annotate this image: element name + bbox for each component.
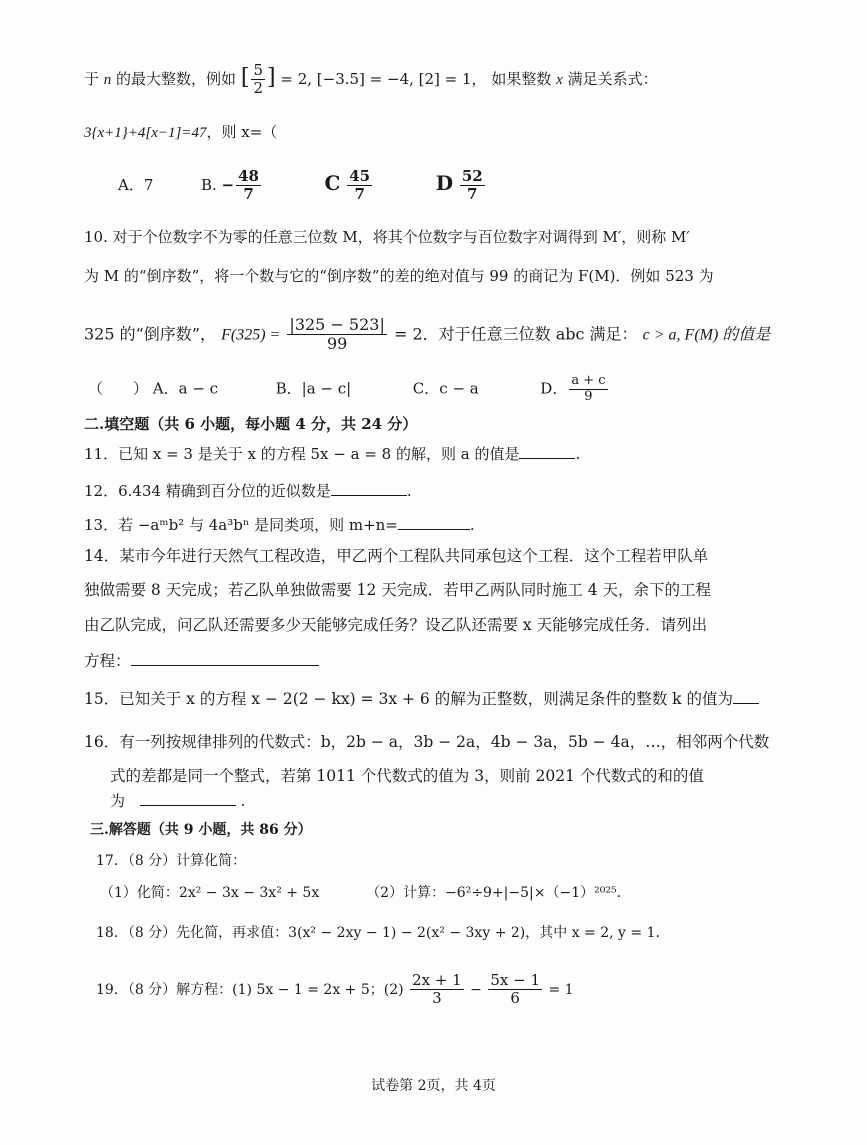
q13: 13．若 −aᵐb² 与 4a³bⁿ 是同类项，则 m+n= . — [84, 516, 475, 534]
frac-num: 5 — [253, 61, 263, 79]
q10-line-2: 为 M 的“倒序数”，将一个数与它的“倒序数”的差的绝对值与 99 的商记为 F(M)．例如 523 为 — [84, 267, 714, 285]
frac-num: 45 — [349, 167, 371, 185]
line-2 — [84, 123, 277, 142]
question-text: 方程： — [84, 652, 131, 670]
answer-blank[interactable] — [131, 664, 319, 666]
option-a: A．7 — [118, 175, 154, 194]
frac-den: 7 — [354, 185, 365, 204]
q17-parts — [100, 885, 631, 902]
answer-blank[interactable] — [398, 528, 470, 530]
frac-den: 6 — [510, 989, 520, 1008]
var-n: n — [103, 71, 112, 88]
frac-num: 48 — [238, 167, 259, 185]
bracket-example: [ — [240, 64, 250, 90]
answer-paren: （ ） — [88, 379, 149, 398]
text: 的最大整数，例如 — [111, 69, 237, 88]
question-text: 19．（8 分）解方程：(1) 5x − 1 = 2x + 5；(2) — [96, 981, 404, 998]
question-text: 11．已知 x = 3 是关于 x 的方程 5x − a = 8 的解，则 a 的值是 — [84, 445, 520, 463]
frac-den: 2 — [253, 79, 263, 98]
fraction — [287, 316, 386, 354]
frac-num: |325 − 523| — [289, 315, 385, 334]
option-b-fraction — [236, 168, 261, 204]
frac-den: 99 — [326, 334, 348, 354]
q16-line-2: 式的差都是同一个整式，若第 1011 个代数式的值为 3，则前 2021 个代数式的和的值 — [110, 767, 704, 785]
q16-line-1: 16．有一列按规律排列的代数式：b，2b − a，3b − 2a，4b − 3a，5b − 4a，…，相邻两个代数 — [84, 733, 770, 751]
text: 于 — [84, 69, 104, 88]
q10-line-3 — [84, 316, 770, 354]
condition: c > a, F(M) 的值是 — [642, 326, 771, 344]
q17-part-2: （2）计算：−6²÷9+|−5|×（−1）²⁰²⁵． — [366, 885, 631, 901]
text: = 2, [−3.5] = −4, [2] = 1， — [280, 69, 487, 88]
question-text: 为 — [110, 792, 126, 810]
answer-blank[interactable] — [331, 494, 407, 496]
text: = 2．对于任意三位数 abc 满足： — [393, 324, 638, 344]
q14-line-3: 由乙队完成，问乙队还需要多少天能够完成任务？设乙队还需要 x 天能够完成任务．请列出 — [84, 616, 708, 634]
page-footer: 试卷第 2页，共 4页 — [371, 1078, 496, 1094]
question-text: 15．已知关于 x 的方程 x − 2(2 − kx) = 3x + 6 的解为正整数，则满足条件的整数 k 的值为 — [84, 690, 733, 708]
option-d-label: D． — [540, 379, 568, 398]
option-b: B．|a − c| — [275, 379, 352, 398]
frac-den: 3 — [432, 989, 442, 1008]
answer-blank[interactable] — [733, 702, 759, 704]
frac-den: 9 — [584, 388, 593, 404]
var-x: x — [556, 71, 563, 88]
text: 满足关系式： — [562, 69, 658, 88]
q14-line-1: 14．某市今年进行天然气工程改造，甲乙两个工程队共同承包这个工程．这个工程若甲队单 — [84, 547, 709, 565]
q10-options — [88, 374, 610, 405]
q9-options — [118, 168, 487, 204]
fraction-2 — [488, 972, 542, 1008]
section-3-heading: 三.解答题（共 9 小题，共 86 分） — [90, 822, 312, 838]
frac-num: 5x − 1 — [490, 971, 541, 989]
q14-line-2: 独做需要 8 天完成；若乙队单独做需要 12 天完成．若甲乙两队同时施工 4 天，余下的工程 — [84, 581, 712, 599]
minus-sign: − — [470, 981, 482, 998]
line-1 — [84, 62, 658, 98]
equation: 3{x+1}+4[x−1]=47 — [84, 125, 207, 141]
equals-one: = 1 — [548, 981, 574, 998]
frac-num: a + c — [571, 373, 606, 388]
option-b-label: B. — [200, 175, 217, 194]
q16-line-3: 为 . — [110, 792, 246, 810]
q12: 12．6.434 精确到百分位的近似数是 . — [84, 482, 412, 500]
q15 — [84, 690, 759, 709]
frac-den: 7 — [243, 185, 254, 204]
option-d-fraction — [569, 374, 607, 405]
minus-sign: − — [221, 175, 235, 194]
q11: 11．已知 x = 3 是关于 x 的方程 5x − a = 8 的解，则 a 的值是 . — [84, 445, 581, 463]
question-text: 13．若 −aᵐb² 与 4a³bⁿ 是同类项，则 m+n= — [84, 516, 398, 534]
frac-num: 2x + 1 — [412, 971, 462, 989]
f-325: F(325) = — [221, 326, 281, 344]
section-2-heading: 二.填空题（共 6 小题，每小题 4 分，共 24 分） — [84, 415, 418, 433]
answer-blank[interactable] — [519, 457, 575, 459]
bracket-close: ] — [266, 64, 276, 90]
option-d-label: D — [435, 170, 454, 195]
option-c-fraction — [347, 168, 372, 204]
answer-blank[interactable] — [140, 804, 236, 806]
option-c: C．c − a — [412, 379, 479, 398]
q17: 17．（8 分）计算化简： — [96, 853, 247, 869]
q17-part-1: （1）化简：2x² − 3x − 3x² + 5x — [100, 885, 320, 901]
text: 如果整数 — [491, 69, 557, 88]
text: ，则 x=（ — [206, 123, 278, 141]
fraction — [251, 62, 265, 98]
frac-num: 52 — [461, 167, 483, 185]
q14-line-4 — [84, 652, 319, 671]
option-c-label: C — [324, 170, 341, 195]
q18: 18．（8 分）先化简，再求值：3(x² − 2xy − 1) − 2(x² − 3xy + 2)，其中 x = 2, y = 1． — [96, 925, 670, 941]
fraction-1 — [410, 972, 464, 1008]
question-text: 12．6.434 精确到百分位的近似数是 — [84, 482, 331, 500]
text: 325 的“倒序数”， — [84, 324, 216, 344]
q10-line-1: 10. 对于个位数字不为零的任意三位数 M，将其个位数字与百位数字对调得到 M′，则称 M′ — [84, 228, 690, 246]
option-a: A．a − c — [152, 379, 219, 398]
q19 — [96, 972, 574, 1008]
option-d-fraction — [460, 168, 485, 204]
frac-den: 7 — [467, 185, 478, 204]
